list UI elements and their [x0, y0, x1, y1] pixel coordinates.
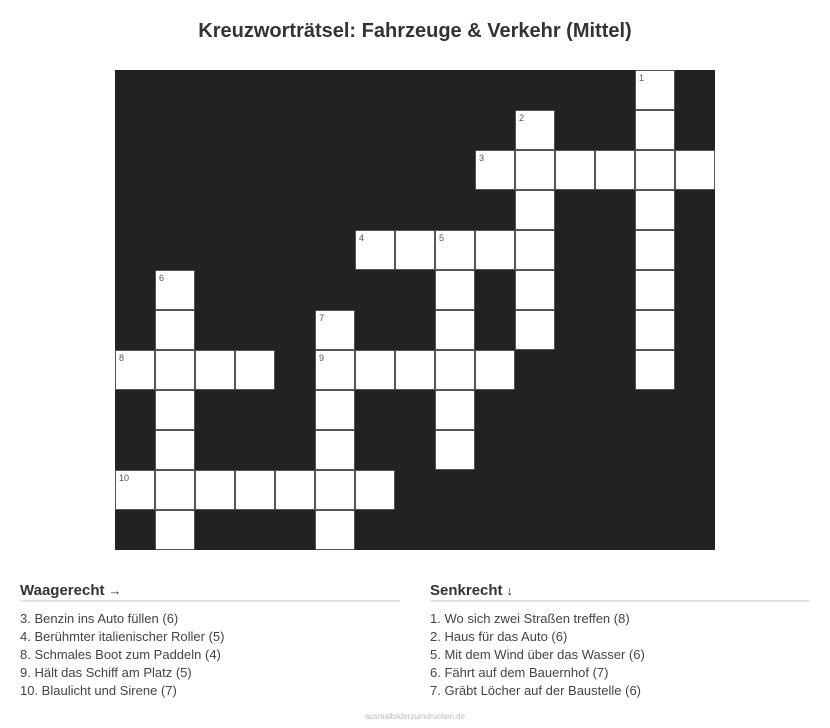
down-clue: 2. Haus für das Auto (6) — [430, 629, 568, 644]
grid-cell[interactable] — [115, 350, 155, 390]
grid-cell[interactable] — [155, 390, 195, 430]
clue-number: 4 — [359, 233, 365, 243]
grid-cell[interactable] — [395, 350, 435, 390]
grid-cell[interactable] — [635, 270, 675, 310]
across-clues — [20, 582, 400, 700]
down-clues — [430, 582, 810, 700]
grid-cell[interactable] — [155, 350, 195, 390]
across-clue-list — [20, 610, 400, 700]
grid-cell[interactable] — [115, 470, 155, 510]
clue-number: 1 — [639, 73, 645, 83]
clue-number: 6 — [159, 273, 165, 283]
grid-cell[interactable] — [635, 350, 675, 390]
grid-cell[interactable] — [155, 270, 195, 310]
grid-cell[interactable] — [515, 230, 555, 270]
down-clue: 7. Gräbt Löcher auf der Baustelle (6) — [430, 683, 642, 698]
grid-cell[interactable] — [515, 110, 555, 150]
grid-cell[interactable] — [315, 510, 355, 550]
grid-cell[interactable] — [635, 70, 675, 110]
down-clue-list — [430, 610, 810, 700]
down-heading: Senkrecht ↓ — [430, 582, 810, 602]
grid-cell[interactable] — [635, 230, 675, 270]
grid-cell[interactable] — [515, 190, 555, 230]
grid-cell[interactable] — [315, 470, 355, 510]
across-clue: 3. Benzin ins Auto füllen (6) — [20, 611, 179, 626]
grid-cell[interactable] — [315, 430, 355, 470]
grid-cell[interactable] — [195, 470, 235, 510]
across-heading: Waagerecht → — [20, 582, 400, 602]
grid-cell[interactable] — [355, 350, 395, 390]
grid-cell[interactable] — [235, 350, 275, 390]
grid-cell[interactable] — [235, 470, 275, 510]
across-clue: 8. Schmales Boot zum Paddeln (4) — [20, 647, 221, 662]
grid-cell[interactable] — [315, 390, 355, 430]
clue-number: 10 — [119, 473, 130, 483]
grid-cell[interactable] — [475, 350, 515, 390]
grid-cell[interactable] — [435, 270, 475, 310]
across-clue: 10. Blaulicht und Sirene (7) — [20, 683, 177, 698]
grid-cell[interactable] — [195, 350, 235, 390]
grid-cell[interactable] — [515, 310, 555, 350]
grid-cell[interactable] — [435, 350, 475, 390]
grid-cell[interactable] — [555, 150, 595, 190]
grid-cell[interactable] — [595, 150, 635, 190]
grid-cell[interactable] — [635, 110, 675, 150]
clue-number: 3 — [479, 153, 485, 163]
arrow-down-icon: ↓ — [506, 583, 514, 598]
grid-cell[interactable] — [515, 150, 555, 190]
down-clue: 6. Fährt auf dem Bauernhof (7) — [430, 665, 609, 680]
down-clue: 5. Mit dem Wind über das Wasser (6) — [430, 647, 645, 662]
grid-cell[interactable] — [275, 470, 315, 510]
grid-cell[interactable] — [355, 470, 395, 510]
grid-cell[interactable] — [155, 470, 195, 510]
grid-cell[interactable] — [635, 150, 675, 190]
grid-cell[interactable] — [635, 190, 675, 230]
grid-cell[interactable] — [315, 350, 355, 390]
arrow-right-icon: → — [108, 583, 122, 598]
grid-cell[interactable] — [395, 230, 435, 270]
grid-cell[interactable] — [155, 430, 195, 470]
clue-number: 7 — [319, 313, 325, 323]
clue-number: 8 — [119, 353, 125, 363]
grid-cell[interactable] — [315, 310, 355, 350]
grid-cell[interactable] — [435, 310, 475, 350]
across-clue: 9. Hält das Schiff am Platz (5) — [20, 665, 192, 680]
grid-cell[interactable] — [635, 310, 675, 350]
footer-watermark: ausmalbilderzumdrucken.de — [364, 712, 466, 721]
grid-cell[interactable] — [515, 270, 555, 310]
grid-cell[interactable] — [475, 230, 515, 270]
grid-cell[interactable] — [475, 150, 515, 190]
across-clue: 4. Berühmter italienischer Roller (5) — [20, 629, 225, 644]
clue-number: 9 — [319, 353, 325, 363]
down-clue: 1. Wo sich zwei Straßen treffen (8) — [430, 611, 630, 626]
grid-cell[interactable] — [675, 150, 715, 190]
clue-number: 5 — [439, 233, 445, 243]
grid-cell[interactable] — [435, 390, 475, 430]
grid-cell[interactable] — [435, 230, 475, 270]
crossword-grid — [115, 70, 715, 550]
grid-cell[interactable] — [155, 510, 195, 550]
grid-cell[interactable] — [155, 310, 195, 350]
grid-cell[interactable] — [355, 230, 395, 270]
clue-number: 2 — [519, 113, 525, 123]
page-title: Kreuzworträtsel: Fahrzeuge & Verkehr (Mittel) — [198, 20, 632, 42]
grid-cell[interactable] — [435, 430, 475, 470]
